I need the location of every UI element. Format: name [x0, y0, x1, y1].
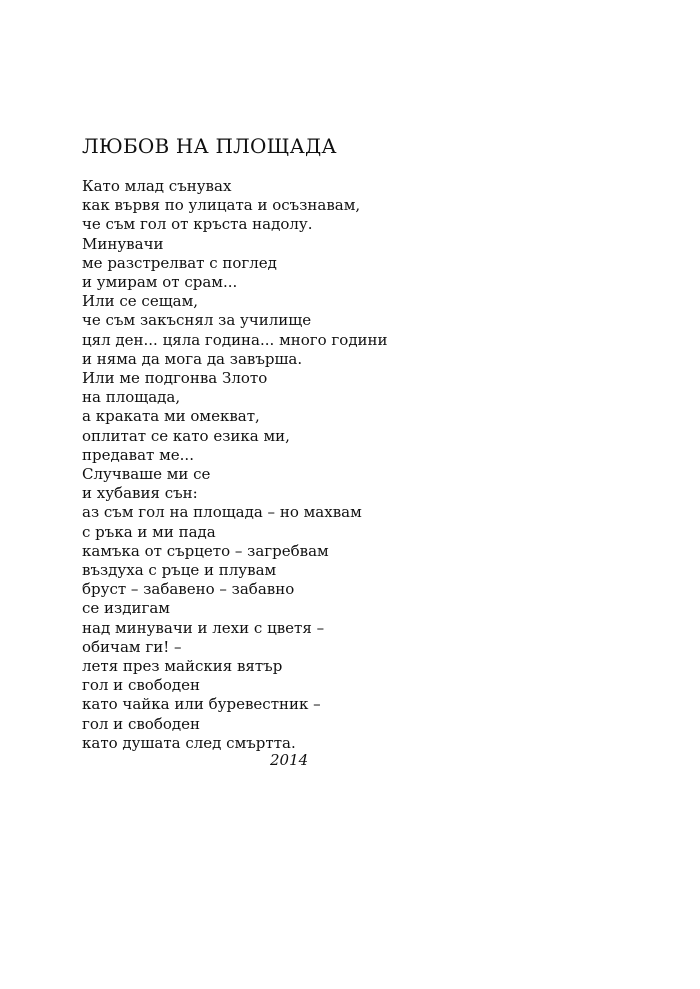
poem-line: гол и свободен — [82, 676, 201, 695]
poem-line: летя през майския вятър — [82, 657, 283, 676]
poem-line: на площада, — [82, 388, 181, 407]
poem-line: аз съм гол на площада – но махвам — [82, 503, 362, 522]
poem-body — [82, 177, 388, 753]
poem-line: с ръка и ми пада — [82, 522, 216, 541]
poem-line: и умирам от срам... — [82, 273, 238, 292]
poem-line: цял ден... цяла година... много години — [82, 330, 388, 349]
poem-title: ЛЮБОВ НА ПЛОЩАДА — [82, 134, 337, 158]
poem-line: и няма да мога да завърша. — [82, 349, 303, 368]
poem-line: гол и свободен — [82, 714, 201, 733]
poem-line: Случваше ми се — [82, 465, 211, 484]
poem-line: обичам ги! – — [82, 637, 182, 656]
poem-line: камъка от сърцето – загребвам — [82, 541, 329, 560]
poem-line: ме разстрелват с поглед — [82, 253, 277, 272]
poem-line: като чайка или буревестник – — [82, 695, 321, 714]
poem-line: се издигам — [82, 599, 170, 618]
poem-line: над минувачи и лехи с цветя – — [82, 618, 325, 637]
poem-line: Или ме подгонва Злото — [82, 369, 268, 388]
poem-line: и хубавия сън: — [82, 484, 198, 503]
poem-line: предават ме... — [82, 445, 194, 464]
poem-line: като душата след смъртта. — [82, 733, 296, 752]
poem-line: въздуха с ръце и плувам — [82, 561, 277, 580]
poem-line: а краката ми омекват, — [82, 407, 260, 426]
poem-line: че съм гол от кръста надолу. — [82, 215, 313, 234]
poem-line: че съм закъснял за училище — [82, 311, 312, 330]
poem-line: Или се сещам, — [82, 292, 199, 311]
poem-line: Минувачи — [82, 234, 164, 253]
poem-line: оплитат се като езика ми, — [82, 426, 290, 445]
poem-line: бруст – забавено – забавно — [82, 580, 295, 599]
poem-year: 2014 — [270, 751, 309, 769]
poem-line: Като млад сънувах — [82, 177, 232, 195]
poem-line: как вървя по улицата и осъзнавам, — [82, 196, 361, 215]
